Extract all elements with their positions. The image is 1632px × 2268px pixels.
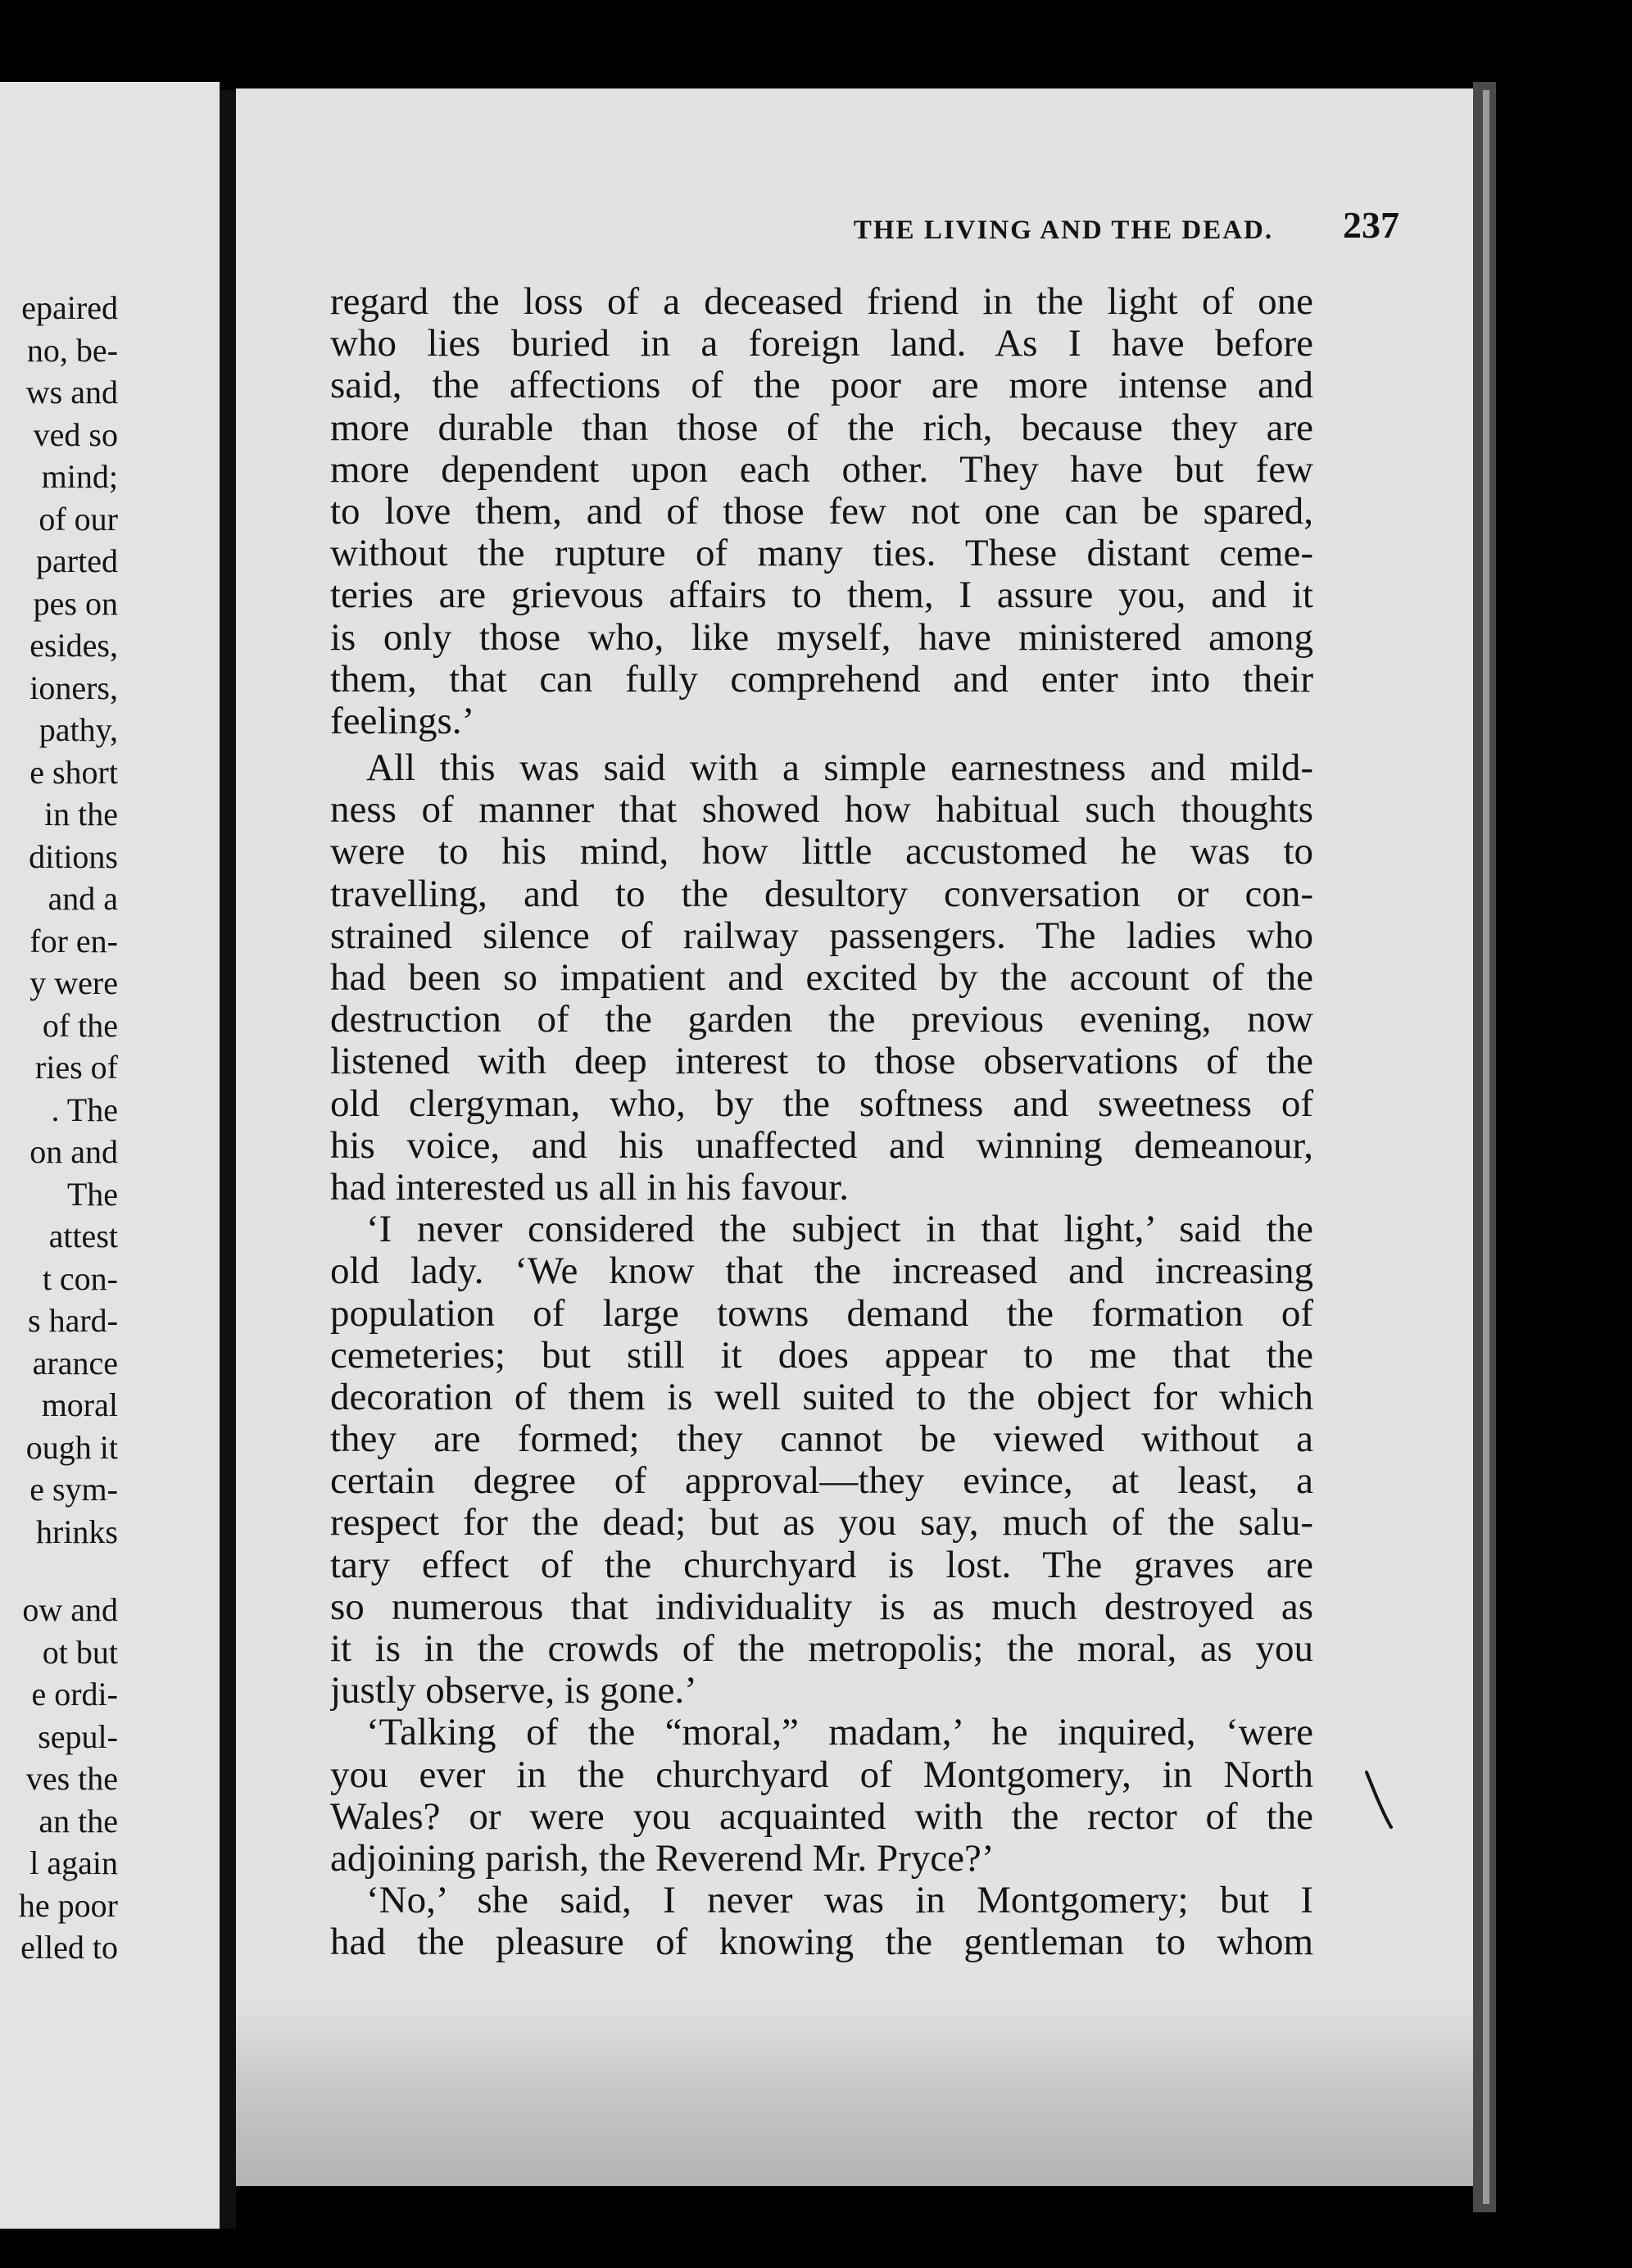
prev-line: epaired [21, 289, 118, 326]
text-line: decoration of them is well suited to the object for which [330, 1376, 1313, 1418]
text-line: ‘I never considered the subject in that light,’ said the [366, 1209, 1313, 1251]
text-line: justly observe, is gone.’ [330, 1670, 697, 1712]
text-line: you ever in the churchyard of Montgomery, in North [330, 1753, 1313, 1796]
prev-line: of the [42, 1006, 118, 1044]
text-line: old lady. ‘We know that the increased and increasing [330, 1250, 1313, 1293]
text-line: feelings.’ [330, 700, 475, 742]
prev-line: moral [41, 1386, 118, 1423]
text-line: destruction of the garden the previous evening, now [330, 999, 1313, 1041]
prev-line: ditions [29, 837, 118, 875]
text-line: teries are grievous affairs to them, I assure you, and it [330, 574, 1313, 617]
text-line: who lies buried in a foreign land. As I have before [330, 323, 1313, 365]
prev-line: esides, [29, 627, 118, 664]
prev-line: s hard- [28, 1302, 118, 1339]
prev-line: elled to [20, 1929, 118, 1966]
text-line: they are formed; they cannot be viewed without a [330, 1418, 1313, 1461]
text-line: regard the loss of a deceased friend in the light of one [330, 281, 1313, 323]
pencil-tick-mark [1358, 1768, 1408, 1834]
prev-line: he poor [18, 1886, 118, 1924]
text-line: ‘Talking of the “moral,” madam,’ he inquired, ‘were [366, 1712, 1313, 1754]
text-line: All this was said with a simple earnestness and mild- [366, 747, 1313, 790]
prev-line: e sym- [29, 1471, 118, 1508]
text-line: strained silence of railway passengers. The ladies who [330, 914, 1313, 957]
text-line: so numerous that individuality is as much destroyed as [330, 1585, 1313, 1628]
text-line: more dependent upon each other. They have but few [330, 448, 1313, 491]
prev-line: pathy, [39, 711, 118, 748]
book-page [236, 88, 1473, 2186]
prev-line: arance [32, 1344, 118, 1381]
text-line: had the pleasure of knowing the gentleman to whom [330, 1921, 1313, 1964]
prev-line: e ordi- [31, 1676, 118, 1712]
prev-line: y were [29, 964, 118, 1001]
previous-page-lines [0, 287, 220, 1969]
prev-line: attest [48, 1218, 118, 1254]
text-line: certain degree of approval—they evince, at least, a [330, 1460, 1313, 1503]
prev-line: mind; [41, 458, 118, 495]
page-body-text [330, 281, 1313, 1964]
prev-line: in the [44, 796, 118, 832]
prev-line: ves the [25, 1760, 118, 1797]
text-line: is only those who, like myself, have ministered among [330, 616, 1313, 659]
prev-line: of our [39, 500, 118, 538]
text-line: ‘No,’ she said, I never was in Montgomery; but I [366, 1880, 1313, 1922]
text-line: without the rupture of many ties. These distant ceme- [330, 533, 1313, 575]
page-number: 237 [1343, 204, 1399, 246]
prev-line: ow and [22, 1591, 118, 1628]
prev-line: . The [51, 1091, 118, 1128]
text-line: population of large towns demand the formation of [330, 1292, 1313, 1335]
prev-line: no, be- [26, 331, 118, 369]
prev-line: ries of [34, 1049, 118, 1086]
prev-line: ws and [25, 374, 118, 411]
binding-gutter [220, 90, 236, 2229]
prev-line: The [66, 1175, 118, 1213]
text-line: to love them, and of those few not one can be spared, [330, 490, 1313, 533]
prev-line: an the [39, 1802, 118, 1839]
text-line: Wales? or were you acquainted with the rector of the [330, 1795, 1313, 1838]
prev-line: ot but [42, 1633, 118, 1671]
prev-line: hrinks [36, 1513, 118, 1550]
text-line: ness of manner that showed how habitual such thoughts [330, 789, 1313, 832]
prev-line: for en- [29, 922, 118, 959]
previous-page-fragment [0, 82, 220, 2229]
text-line: said, the affections of the poor are more intense and [330, 365, 1313, 407]
prev-line: t con- [42, 1259, 118, 1297]
text-line: tary effect of the churchyard is lost. The graves are [330, 1544, 1313, 1586]
text-line: adjoining parish, the Reverend Mr. Pryce?’ [330, 1837, 995, 1880]
text-line: respect for the dead; but as you say, much of the salu- [330, 1502, 1313, 1545]
paper-smudge [236, 1998, 1473, 2186]
prev-line: ved so [33, 415, 118, 453]
prev-line: l again [29, 1844, 118, 1881]
text-line: it is in the crowds of the metropolis; the moral, as you [330, 1628, 1313, 1670]
prev-line: e short [29, 753, 118, 791]
page-edge-highlight [1483, 90, 1489, 2204]
text-line: them, that can fully comprehend and enter into their [330, 658, 1313, 701]
prev-line: pes on [33, 584, 118, 622]
prev-line: ough it [25, 1428, 118, 1466]
prev-line: on and [29, 1133, 118, 1170]
text-line: had been so impatient and excited by the account of the [330, 957, 1313, 999]
text-line: travelling, and to the desultory conversation or con- [330, 873, 1313, 915]
text-line: old clergyman, who, by the softness and sweetness of [330, 1082, 1313, 1125]
text-line: cemeteries; but still it does appear to me that the [330, 1334, 1313, 1377]
text-line: his voice, and his unaffected and winning demeanour, [330, 1124, 1313, 1167]
prev-line: and a [48, 880, 118, 917]
prev-line: parted [36, 542, 118, 579]
running-title: THE LIVING AND THE DEAD. [853, 215, 1274, 245]
text-line: were to his mind, how little accustomed he was to [330, 831, 1313, 873]
text-line: more durable than those of the rich, because they are [330, 406, 1313, 449]
prev-line: sepul- [38, 1717, 118, 1755]
prev-line: ioners, [29, 669, 118, 706]
text-line: had interested us all in his favour. [330, 1166, 850, 1209]
text-line: listened with deep interest to those observations of the [330, 1041, 1313, 1083]
